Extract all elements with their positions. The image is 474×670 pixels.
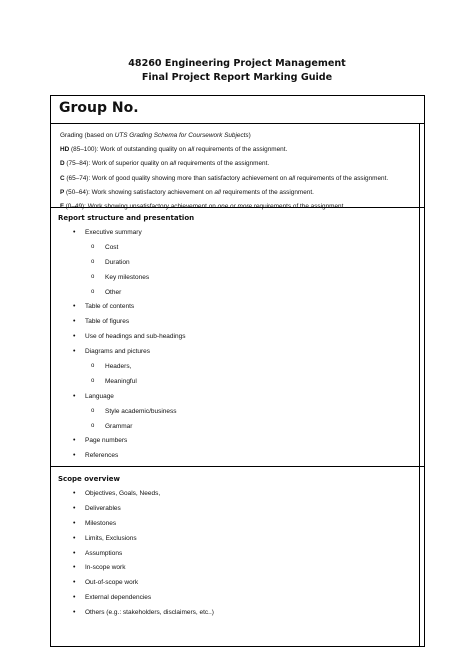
list-item-text: Headers, xyxy=(105,363,132,371)
grade-code: F xyxy=(60,202,64,210)
bullet-icon: • xyxy=(73,579,76,587)
list-item-text: Key milestones xyxy=(105,273,150,281)
grade-emphasis: all xyxy=(169,160,177,168)
grade-description: (85–100): Work of outstanding quality on xyxy=(69,146,188,154)
bullet-icon: • xyxy=(73,609,76,617)
group-row-divider xyxy=(51,123,424,124)
list-item-text: Table of figures xyxy=(85,318,130,326)
list-item-text: References xyxy=(85,452,119,460)
scope-overview-heading: Scope overview xyxy=(58,475,120,483)
list-item-text: In-scope work xyxy=(85,564,126,572)
list-item-text: External dependencies xyxy=(85,594,152,602)
grade-code: P xyxy=(60,188,65,196)
bullet-icon: • xyxy=(73,392,76,400)
report-row-divider xyxy=(51,466,424,467)
grade-list xyxy=(60,143,388,214)
bullet-icon: • xyxy=(73,452,76,460)
bullet-icon: • xyxy=(73,594,76,602)
grade-emphasis: all xyxy=(187,146,195,154)
list-item-text: Others (e.g.: stakeholders, disclaimers, etc..) xyxy=(85,609,214,617)
list-item-text: Use of headings and sub-headings xyxy=(85,333,186,341)
list-item-text: Style academic/business xyxy=(105,407,177,415)
sub-bullet-icon: o xyxy=(91,377,95,384)
grade-description: (65–74): Work of good quality showing more than satisfactory achievement on xyxy=(64,174,289,182)
grade-description-end: requirements of the assignment. xyxy=(194,146,288,154)
scope-column-divider xyxy=(419,466,420,647)
bullet-icon: • xyxy=(73,534,76,542)
title-line-1: 48260 Engineering Project Management xyxy=(128,58,346,69)
grade-description: (50–64): Work showing satisfactory achievement on xyxy=(64,188,215,196)
sub-bullet-icon: o xyxy=(91,363,95,370)
bullet-icon: • xyxy=(73,490,76,497)
list-item-text: Table of contents xyxy=(85,303,135,311)
list-item-text: Duration xyxy=(105,258,130,266)
grade-description-end: requirements of the assignment. xyxy=(176,160,270,168)
grade-code: C xyxy=(60,174,65,182)
list-item-text: Assumptions xyxy=(85,549,123,557)
grade-description-end: requirements of the assignment. xyxy=(295,174,389,182)
grade-line xyxy=(60,143,388,157)
list-item-text: Language xyxy=(85,392,114,400)
title-line-2: Final Project Report Marking Guide xyxy=(141,72,333,83)
bullet-icon: • xyxy=(73,318,76,326)
document-title xyxy=(0,57,474,85)
bullet-icon: • xyxy=(73,437,76,445)
list-item-text: Grammar xyxy=(105,422,133,430)
sub-bullet-icon: o xyxy=(91,288,95,295)
grade-line xyxy=(60,186,388,200)
grading-scheme xyxy=(60,129,388,214)
list-item-text: Deliverables xyxy=(85,504,121,512)
sub-bullet-icon: o xyxy=(91,258,95,265)
grade-description-end: requirements of the assignment. xyxy=(220,188,314,196)
bullet-icon: • xyxy=(73,519,76,527)
list-item-text: Cost xyxy=(105,243,119,251)
bullet-icon: • xyxy=(73,504,76,512)
grade-line xyxy=(60,200,388,214)
list-item-text: Objectives, Goals, Needs, xyxy=(85,490,161,497)
sub-bullet-icon: o xyxy=(91,422,95,429)
bullet-icon: • xyxy=(73,303,76,311)
bullet-icon: • xyxy=(73,333,76,341)
bullet-icon: • xyxy=(73,549,76,557)
list-item-text: Out-of-scope work xyxy=(85,579,139,587)
sub-bullet-icon: o xyxy=(91,407,95,414)
grade-line xyxy=(60,157,388,171)
grade-code: HD xyxy=(60,146,70,154)
bullet-icon: • xyxy=(73,229,76,236)
report-structure-heading: Report structure and presentation xyxy=(58,214,195,222)
list-item-text: Limits, Exclusions xyxy=(85,534,137,542)
grade-code: D xyxy=(60,160,65,168)
report-column-divider xyxy=(419,207,420,466)
grading-intro: Grading (based on UTS Grading Schema for Coursework Subjects) xyxy=(60,132,251,139)
sub-bullet-icon: o xyxy=(91,243,95,250)
grade-emphasis: one or more xyxy=(217,202,253,210)
list-item-text: Executive summary xyxy=(85,229,142,236)
list-item-text: Page numbers xyxy=(85,437,128,445)
grade-line xyxy=(60,172,388,186)
list-item-text: Meaningful xyxy=(105,377,137,385)
grade-emphasis: all xyxy=(214,188,221,196)
list-item-text: Diagrams and pictures xyxy=(85,348,151,356)
list-item-text: Other xyxy=(105,288,122,296)
grade-description: (0–49): Work showing unsatisfactory achievement on xyxy=(63,202,218,210)
bullet-icon: • xyxy=(73,564,76,572)
grade-emphasis: all xyxy=(288,174,296,182)
grading-column-divider xyxy=(419,123,420,207)
bullet-icon: • xyxy=(73,348,76,356)
grade-description-end: requirements of the assignment. xyxy=(252,202,346,210)
grade-description: (75–84): Work of superior quality on xyxy=(64,160,170,168)
sub-bullet-icon: o xyxy=(91,273,95,280)
list-item-text: Milestones xyxy=(85,519,117,527)
group-number-label: Group No. xyxy=(59,100,139,116)
marking-guide-table xyxy=(50,95,425,647)
